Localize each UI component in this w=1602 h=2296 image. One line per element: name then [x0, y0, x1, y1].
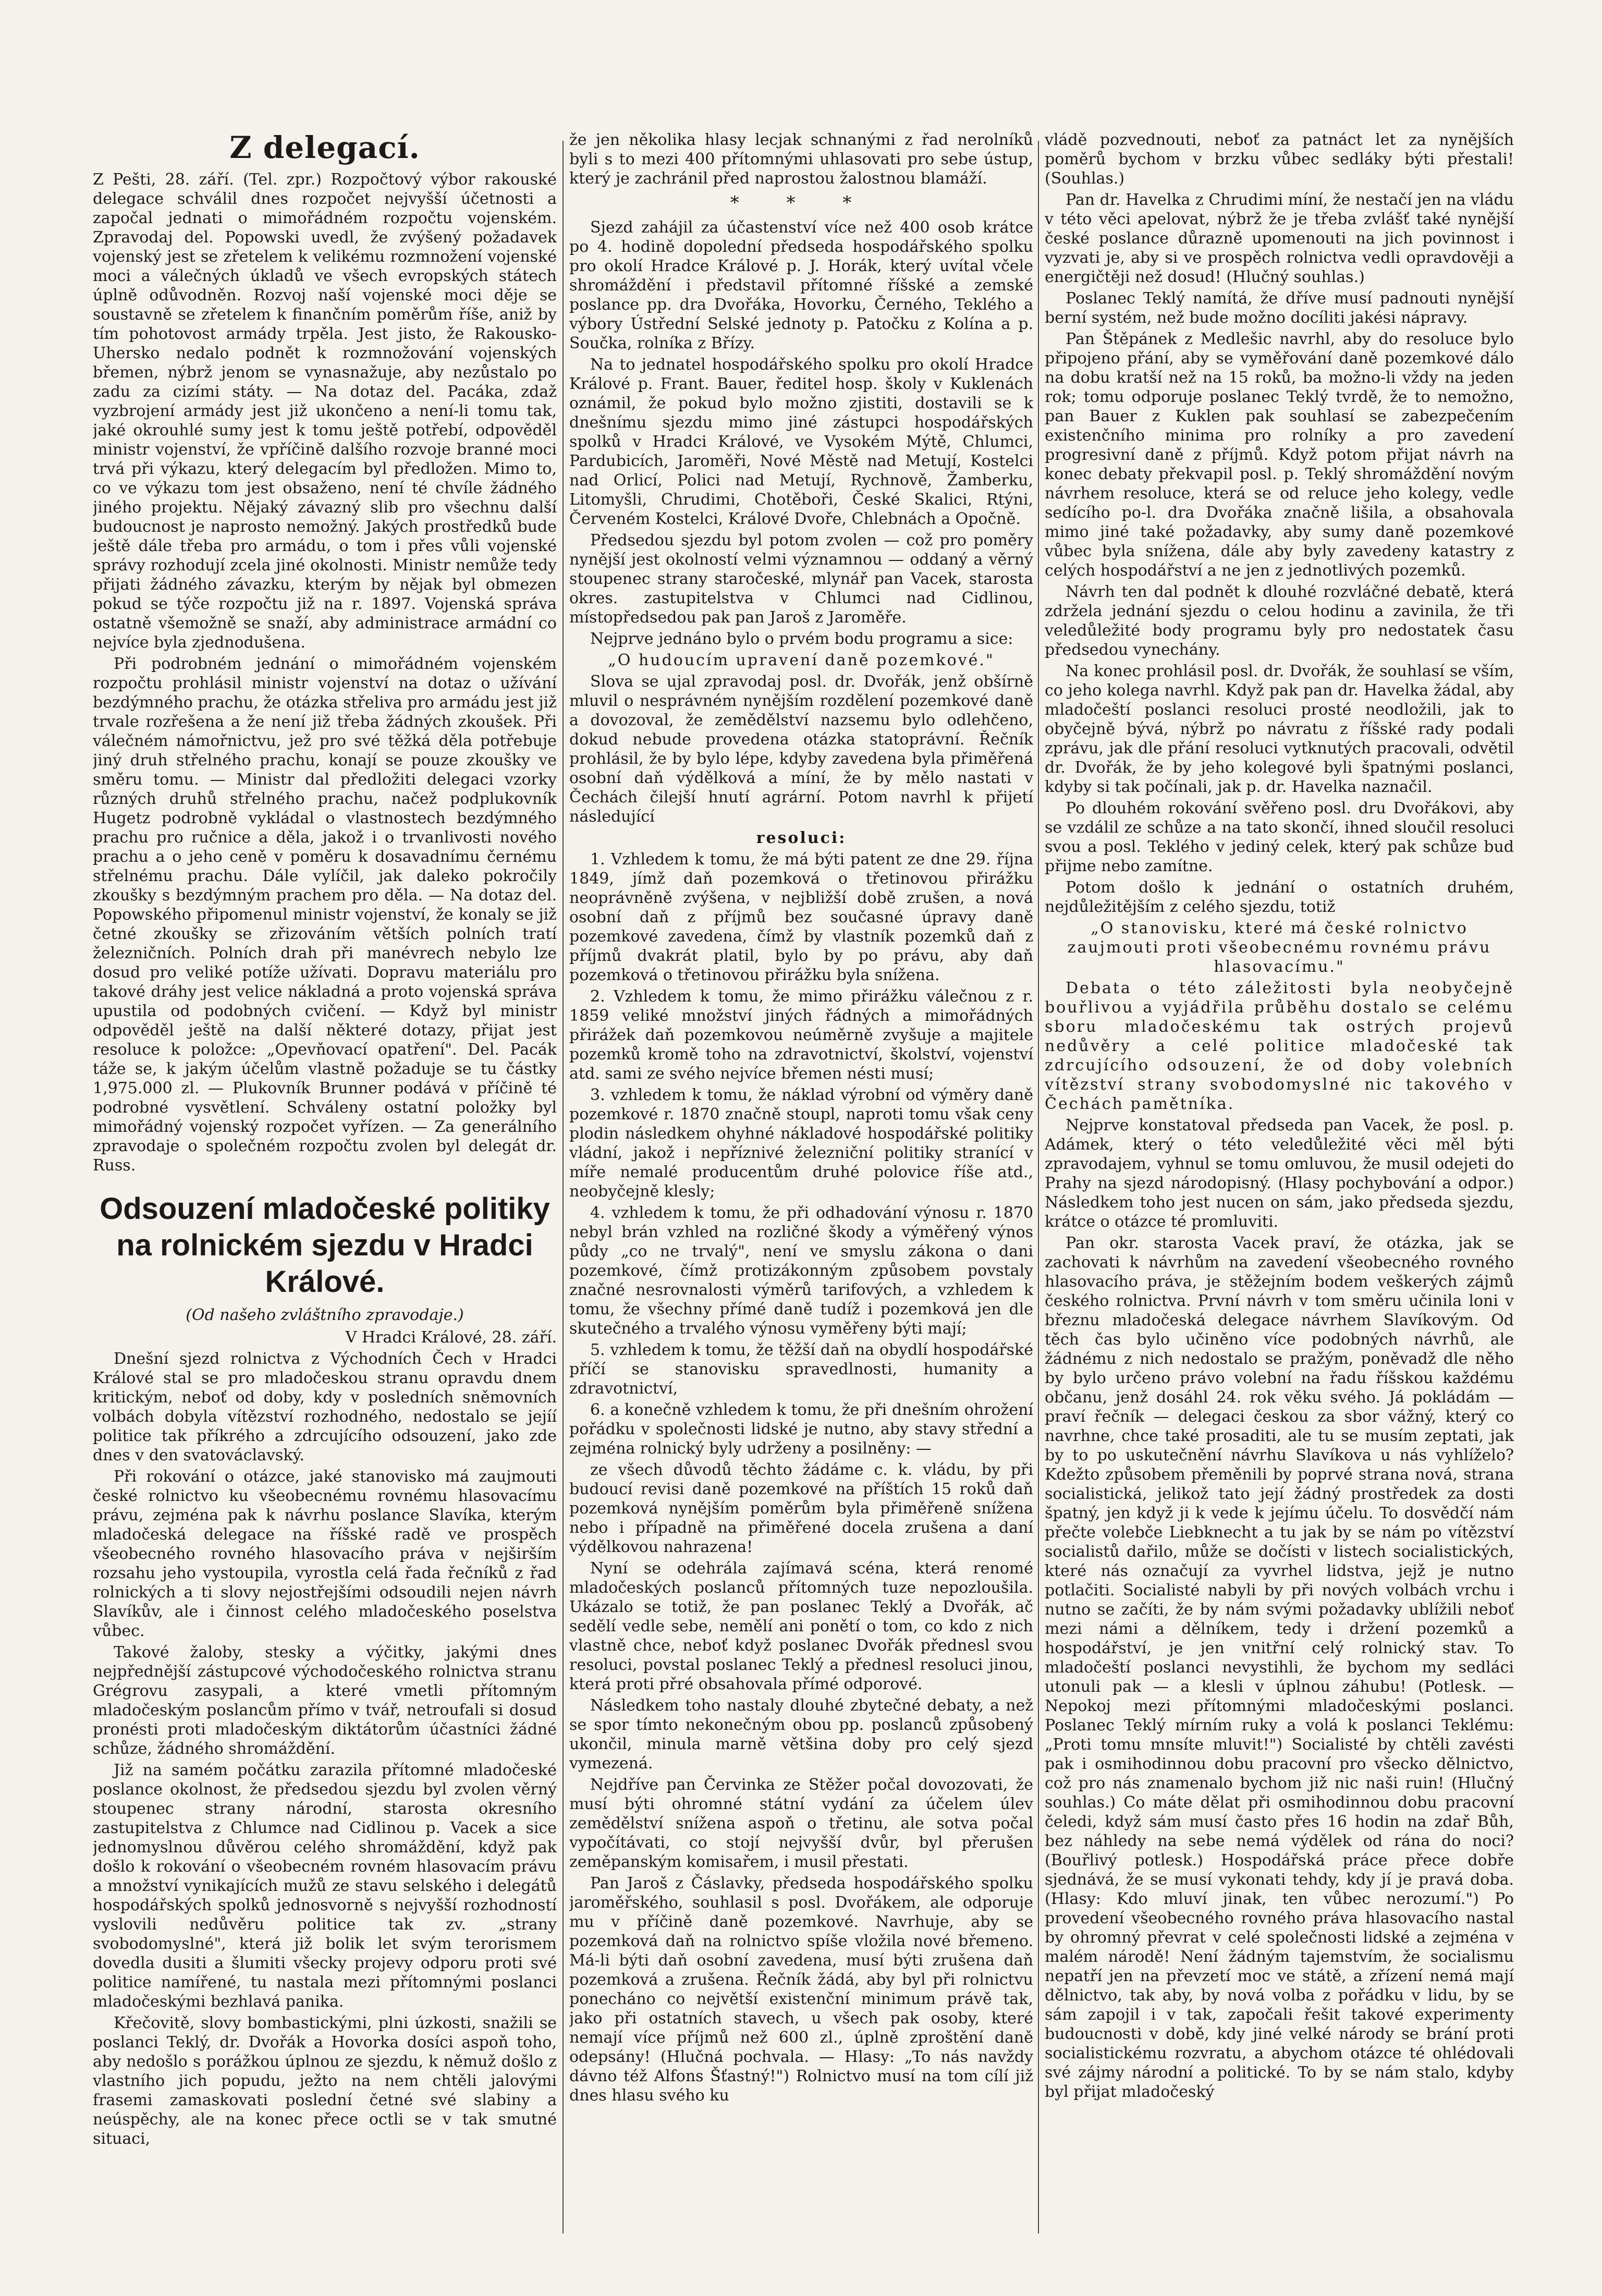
paragraph: Takové žaloby, stesky a výčitky, jakými dnes nejpřednější zástupcové východočeského rolnictva stranu Grégrovu zasypali, a které vmetli přítomným mladočeským poslancům přímo v tvář, netroufali si dosud pronésti proti mladočeským diktátorům účastníci žádné schůze, žádného shromáždění. — [93, 1643, 557, 1758]
paragraph: Pan dr. Havelka z Chrudimi míní, že nestačí jen na vládu v této věci apelovat, nýbrž že je třeba zvlášť také nynější české poslance důrazně upomenouti na jich povinnost i vyzvati je, aby si ve prospěch rolnictva vedli opravdověji a energičtěji než dosud! (Hlučný souhlas.) — [1045, 191, 1514, 286]
paragraph: Potom došlo k jednání o ostatních druhém, nejdůležitějším z celého sjezdu, totiž — [1045, 878, 1514, 916]
column-divider — [1038, 141, 1039, 2233]
paragraph: Pan Štěpánek z Medlešic navrhl, aby do resoluce bylo připojeno přání, aby se vyměřování daně pozemkové dálo na dobu kratší než na 15 roků, ba možno-li vždy na jeden rok; tomu odporuje poslanec Teklý tvrdě, že to nemožno, pan Bauer z Kuklen pak souhlasí se zabezpečením existenčního minima pro rolníky a pro zavedení progresivní daně z příjmů. Když potom přijat návrh na konec debaty překvapil posl. p. Teklý shromáždění novým návrhem resoluce, která se od reluce jeho kolegy, vedle sedícího po-l. dra Dvořáka značně lišila, a obsahovala mimo jiné také požadavky, aby sumy daně pozemkové vůbec byla snížena, dále aby byly zavedeny katastry z celých hospodářství a ne jen z jednotlivých pozemků. — [1045, 330, 1514, 580]
paragraph: vládě pozvednouti, neboť za patnáct let za nynějších poměrů bychom v brzku vůbec sedláky býti přestali! (Souhlas.) — [1045, 131, 1514, 188]
paragraph: Předsedou sjezdu byl potom zvolen — což pro poměry nynější jest okolností velmi významnou — oddaný a věrný stoupenec strany staročeské, mlynář pan Vacek, starosta okres. zastupitelstva v Chlumci nad Cidlinou, místopředsedou pak pan Jaroš z Jaroměře. — [569, 531, 1033, 627]
resolution-item: ze všech důvodů těchto žádáme c. k. vládu, by při budoucí revisi daně pozemkové na příštích 15 roků daň pozemková nynějším poměrům byla přiměřeně snížena nebo i případně na přiměřené docela zrušena a daní výdělkovou nahrazena! — [569, 1461, 1033, 1556]
column-1 — [93, 130, 557, 2223]
paragraph: Nyní se odehrála zajímavá scéna, která renomé mladočeských poslanců přítomných tuze nepozloušila. Ukázalo se totiž, že pan poslanec Teklý a Dvořák, ač sedělí vedle sebe, nemělí ani ponětí o tom, co kdo z nich vlastně chce, neboť když poslanec Dvořák přednesl svou resoluci, povstal poslanec Teklý a přednesl resoluci jinou, která proti přré obsahovala přímé odporové. — [569, 1559, 1033, 1693]
resolution-item: 5. vzhledem k tomu, že těžší daň na obydlí hospodářské příčí se stanovisku spravedlnosti, humanity a zdravotnictví, — [569, 1341, 1033, 1398]
paragraph: Již na samém počátku zarazila přítomné mladočeské poslance okolnost, že předsedou sjezdu byl zvolen věrný stoupenec strany národní, starosta okresního zastupitelstva z Chlumce nad Cidlinou p. Vacek a sice jednomyslnou důvěrou celého shromáždění, když pak došlo k rokování o všeobecném rovném hlasovacím právu a množství vynikajících mužů ze stavu selského i delegátů hospodářských spolků jednosvorně s nejvyšší rozhodností vyslovili nedůvěru politice tak zv. „strany svobodomyslné", která již bolik let svým terorismem dovedla dusiti a šlumiti všecky projevy odporu proti své politice namířené, tu nastala mezi přítomnými poslanci mladočeskými bezhlavá panika. — [93, 1761, 557, 2011]
paragraph: Pan okr. starosta Vacek praví, že otázka, jak se zachovati k návrhům na zavedení všeobecného rovného hlasovacího práva, je stěžejním bodem veškerých zájmů českého rolnictva. První návrh v tom směru učinila loni v březnu mladočeská delegace návrhem Slavíkovým. Od těch čas bylo učiněno více podobných návrhů, ale žádnému z nich nedostalo se pražým, poněvadž dle něho by bylo určeno právo volební na řadu říšskou každému občanu, jenž dosáhl 24. rok věku svého. Já pokládám — praví řečník — delegaci českou za sbor vážný, který co navrhne, chce také prosaditi, ale tu se musím zeptati, jak by to po uskutečnění návrhu Slavíkova u nás vyhlíželo? Kdežto způsobem přeměnili by poprvé strana nová, strana socialistická, jelikož tato její žádný prostředek za dosti špatný, jen když ji k vede k jejímu účelu. To dosvědčí nám přečte volebče Liebknecht a tu jak by se nám po vítězství socialistů dařilo, může se dočísti v listech socialistických, které nás označují za vyvrhel lidstva, jejž je nutno potlačiti. Socialisté nabyli by při nových volbách vrchu i nutno se začíti, že by nám svými požadavky ublížili neboť mezi námi a dělníkem, tedy i držení pozemků a hospodářství, je jen vnitřní celý rolnický stav. To mladočeští poslanci nevystihli, že bychom my sedláci utonuli pak — a klesli v úplnou záhubu! (Potlesk. — Nepokoj mezi přítomnými mladočeskými poslanci. Poslanec Teklý mírním ruky a volá k poslanci Teklému: „Proti tomu mnsíte mluvit!") Socialisté by chtěli zavésti pak i osmihodinnou dobu pracovní pro všecko dělnictvo, což pro nás znamenalo bychom již nic naši ruin! (Hlučný souhlas.) Co máte dělat při osmihodinnou dobu pracovní čeledi, když sám musí často přes 16 hodin na zdař Bůh, bez náhledy na sebe nemá výdělek od rána do noci? (Bouřlivý potlesk.) Hospodářská práce přece dobře sjednává, že se musí vykonati tehdy, kdy jí je pravá doba. (Hlasy: Kdo mluví jinak, ten vůbec nerozumí.") Po provedení všeobecného rovného práva hlasovacího nastal by ohromný převrat v celé společnosti lidské a zejména v malém národě! Není žádným tajemstvím, že socialismu nepatří jen na převzetí moc ve státě, a zřízení nemá mají dělnictvo, tak aby, by nová volba z pořádku v lidu, by se sám zapojil i v tak, započali řešit takové experimenty budoucnosti v době, kdy jiné velké národy se brání proti socialistickému rozvratu, a abychom otázce té ohlédovali své zájmy národní a politické. To by se nám stalo, kdyby byl přijat mladočeský — [1045, 1234, 1514, 2101]
paragraph: Na konec prohlásil posl. dr. Dvořák, že souhlasí se vším, co jeho kolega navrhl. Když pak pan dr. Havelka žádal, aby mladočeští poslanci resoluci prosté neodložili, jak to obyčejně bývá, nýbrž po návratu z říšské rady podali zprávu, jak dle přání resoluci vytknutých pracovali, odvětil dr. Dvořák, že by jeho kolegové byli špatnými poslanci, kdyby si tak počínali, jak p. dr. Havelka naznačil. — [1045, 662, 1514, 796]
resolution-item: 4. vzhledem k tomu, že při odhadování výnosu r. 1870 nebyl brán vzhled na rozličné škody a výměřený výnos půdy „co ne trvalý", není ve smyslu zákona o dani pozemkové, čímž protizákonným způsobem povstaly značné nesrovnalosti výměrů tarifových, a vzhledem k tomu, že všechny přímé daně tudíž i pozemková jen dle skutečného a trvalého výnosu vyměřeny býti mají; — [569, 1204, 1033, 1338]
paragraph: Slova se ujal zpravodaj posl. dr. Dvořák, jenž obšírně mluvil o nesprávném nynějším rozdělení pozemkové daně a dovozoval, že zemědělství nazsemu bylo odlehčeno, dokud nebude provedena otázka statoprávní. Řečník prohlásil, že by bylo lépe, kdyby zavedena byla přiměřená osobní daň výdělková a míní, že by mělo nastati v Čechách čilejší hnutí agrární. Potom navrhl k přijetí následující — [569, 673, 1033, 826]
resolution-item: 1. Vzhledem k tomu, že má býti patent ze dne 29. října 1849, jímž daň pozemková o třetinovou přirážku neoprávněně zvýšena, v nejbližší době zrušen, a nová osobní daň z příjmů bez současné úpravy daně pozemkové zavedena, čímž by vlastník pozemků daň z příjmů dvakrát platil, bylo by po právu, aby daň pozemková o třetinovou přirážku byla snížena. — [569, 850, 1033, 984]
program-point-title: „O stanovisku, které má české rolnictvo zaujmouti proti všeobecnému rovnému právu hlasovacímu." — [1067, 919, 1491, 976]
resolution-item: 3. vzhledem k tomu, že náklad výrobní od výměry daně pozemkové r. 1870 značně stoupl, naproti tomu však ceny plodin následkem ohyhné nákladové hospodářské politiky vládní, jakož i nepříznivé železniční politiky stranící v míře nemalé producentům druhé polovice říše atd., neobyčejně klesly; — [569, 1086, 1033, 1201]
paragraph: Pan Jaroš z Čáslavky, předseda hospodářského spolku jaroměřského, souhlasil s posl. Dvořákem, ale odporuje mu v příčině daně pozemkové. Navrhuje, aby se pozemková daň na rolnictvo spíše vložila nové břemeno. Má-li býti daň osobní zavedena, musí býti zrušena daň pozemková a zrušena. Řečník žádá, aby byl při rolnictvu ponecháno co největší existenční minimum právě tak, jako při ostatních stavech, u všech pak osoby, které nemají více příjmů než 600 zl., úplně zproštění daně odepsány! (Hlučná pochvala. — Hlasy: „To nás navždy dávno též Alfons Šťastný!") Rolnictvo musí na tom cílí již dnes hlasu svého ku — [569, 1874, 1033, 2105]
paragraph: Na to jednatel hospodářského spolku pro okolí Hradce Králové p. Frant. Bauer, ředitel hosp. školy v Kuklenách oznámil, že pokud bylo možno zjistiti, dostavili se k dnešnímu sjezdu mimo jiné zástupci hospodářských spolků v Hradci Králové, ve Vysokém Mýtě, Chlumci, Pardubicích, Jaroměři, Nové Městě nad Metují, Kostelci nad Orlicí, Polici nad Metují, Rychnově, Žamberku, Litomyšli, Chrudimi, Chotěboři, České Skalici, Rtýni, Červeném Kostelci, Králové Dvoře, Chlebnách a Opočně. — [569, 356, 1033, 528]
paragraph: Poslanec Teklý namítá, že dříve musí padnouti nynější berní systém, než bude možno docíliti jakési nápravy. — [1045, 289, 1514, 327]
paragraph: Po dlouhém rokování svěřeno posl. dru Dvořákovi, aby se vzdálil ze schůze a na tato skončí, ihned sloučil resoluci svou a posl. Teklého v jediný celek, který pak schůze bud přijme nebo zamítne. — [1045, 799, 1514, 875]
paragraph: Následkem toho nastaly dlouhé zbytečné debaty, a než se spor tímto nekonečným obou pp. poslanců způsobený ukončil, minula marně většina doby pro celý sjezd vymezená. — [569, 1696, 1033, 1773]
resolution-item: 2. Vzhledem k tomu, že mimo přirážku válečnou z r. 1859 veliké množství jiných řádných a mimořádných přirážek daň pozemkovou neúměrně zvyšuje a majitele pozemků kromě toho na zdravotnictví, školství, vojenství atd. sami ze svého nejvíce břemen nésti musí; — [569, 987, 1033, 1083]
paragraph: Nejprve jednáno bylo o prvém bodu programu a sice: — [590, 630, 1013, 648]
paragraph: že jen několika hlasy lecjak schnanými z řad nerolníků byli s to mezi 400 přítomnými uhlasovati pro sebe ústup, který je zachránil před naprostou žalostnou blamáží. — [569, 131, 1033, 188]
article-title-delegaci: Z delegací. — [229, 130, 420, 165]
dateline: V Hradci Králové, 28. září. — [345, 1328, 557, 1347]
paragraph: Při podrobném jednání o mimořádném vojenském rozpočtu prohlásil ministr vojenství na dotaz o užívání bezdýmného prachu, že otázka střeliva pro armádu jest již trvale rozřešena a že není již třeba žádných zkoušek. Při válečném námořnictvu, jež pro své těžká děla potřebuje jiný druh střelného prachu, konají se pouze zkoušky ve směru tomu. — Ministr dal předložiti delegaci vzorky různých druhů střelného prachu, načež podplukovník Hugetz podrobně vykládal o vlastnostech bezdýmného prachu pro ručnice a děla, jakož i o trvanlivosti nového prachu a o jeho ceně v poměru k dosavadnímu černému střelnému prachu. Dále vylíčil, jak daleko pokročily zkoušky s bezdýmným prachem pro děla. — Na dotaz del. Popowského připomenul ministr vojenství, že konaly se již četné zkoušky se zřizováním větších polních tratí železničních. Polních drah při manévrech nebylo lze dosud pro veliké potíže užívati. Dopravu materiálu pro takové dráhy jest velice nákladná a proto vojenská správa upustila od podobných cvičení. — Když byl ministr odpověděl ještě na další některé dotazy, přijat jest resoluce k položce: „Opevňovací opatření". Del. Pacák táže se, k jakým účelům vlastně požaduje se tu částky 1,975.000 zl. — Plukovník Brunner podává v příčině té podrobné vysvětlení. Schváleny ostatní položky byl mimořádný vojenský rozpočet vyřízen. — Za generálního zpravodaje o společném rozpočtu zvolen byl delegát dr. Russ. — [93, 655, 557, 1175]
paragraph: Návrh ten dal podnět k dlouhé rozvláčné debatě, která zdržela jednání sjezdu o celou hodinu a zavinila, že tři veledůležité body programu byly pro nedostatek času předsedou vynechány. — [1045, 583, 1514, 659]
paragraph: Křečovitě, slovy bombastickými, plni úzkosti, snažili se poslanci Teklý, dr. Dvořák a Hovorka dosíci aspoň toho, aby nedošlo s porážkou úplnou ze sjezdu, k němuž došlo z vlastního jich popudu, ježto na nem chtěli jalovými frasemi zamaskovati poslední četné své slabiny a neúspěchy, ale na konec přece octli se v tak smutné situaci, — [93, 2014, 557, 2148]
paragraph: Debata o této záležitosti byla neobyčejně bouřlivou a vyjádřila průběhu dostalo se celému sboru mladočeskému tak ostrých projevů nedůvěry a celé politice mladočeské tak zdrcujícího odsouzení, že od doby volebních vítězství strany svobodomyslné nic takového v Čechách pamětníka. — [1045, 979, 1514, 1113]
article-subtitle: (Od našeho zvláštního zpravodaje.) — [186, 1306, 464, 1324]
paragraph: Nejprve konstatoval předseda pan Vacek, že posl. p. Adámek, který o této veledůležité věci měl býti zpravodajem, vyhnul se tomu omluvou, že musil odejeti do Prahy na sjezd národopisný. (Hlasy pochybování a odpor.) Následkem toho jest nucen on sám, jako předseda sjezdu, krátce o otázce té promluviti. — [1045, 1116, 1514, 1231]
column-3 — [1045, 130, 1514, 2223]
column-divider — [562, 141, 564, 2233]
resolution-heading: resoluci: — [756, 829, 847, 847]
column-2 — [569, 130, 1033, 2223]
paragraph: Nejdříve pan Červinka ze Stěžer počal dovozovati, že musí býti ohromné státní vydání za účelem úlev zemědělství snížena aspoň o třetinu, ale sotva počal vypočítávati, co stojí nejvyšší dvůr, byl přerušen zeměpanským komisařem, i musil přestati. — [569, 1776, 1033, 1871]
resolution-item: 6. a konečně vzhledem k tomu, že při dnešním ohrožení pořádku v společnosti lidské je nutno, aby stavy střední a zejména rolnický byly udrženy a posilněny: — — [569, 1401, 1033, 1458]
paragraph: Z Pešti, 28. září. (Tel. zpr.) Rozpočtový výbor rakouské delegace schválil dnes rozpočet nejvyšší účetnosti a započal jednati o mimořádném rozpočtu vojenském. Zpravodaj del. Popowski uvedl, že zvýšený požadavek vojenský jest se zřetelem k velikému rozmnožení vojenské moci a válečných úkladů ve všech evropských státech úplně odůvodněn. Rozvoj naší vojenské moci děje se soustavně se zřetelem k finančním poměrům říše, aniž by tím pohotovost armády trpěla. Jest jisto, že Rakousko-Uhersko nedalo podnět k rozmnožování vojenských břemen, nýbrž jenom se vynasnažuje, aby nezůstalo po zadu za cizími státy. — Na dotaz del. Pacáka, zdaž vyzbrojení armády jest již ukončeno a není-li tomu tak, jaké okrouhlé sumy jest k tomu ještě potřebí, odpověděl ministr vojenství, že vpříčině dalšího rozvoje branné moci trvá při výkazu, který delegacím byl předložen. Mimo to, co ve výkazu tom jest obsaženo, není té chvíle žádného jiného projektu. Nějaký závazný slib pro všechnu další budoucnost je naprosto nemožný. Jakých prostředků bude ještě dále třeba pro armádu, o tom i přes vůli vojenské správy rozhodují zcela jiné okolnosti. Ministr nemůže tedy přijati žádného závazku, kterým by nějak byl obmezen pokud se týče rozpočtu již na r. 1897. Vojenská správa ostatně všemožně se snaží, aby administrace armádní co nejvíce byla zjednodušena. — [93, 170, 557, 652]
section-separator: * * * — [730, 192, 873, 213]
article-title-odsouzeni: Odsouzení mladočeské politiky na rolnickém sjezdu v Hradci Králové. — [100, 1192, 550, 1299]
paragraph: Dnešní sjezd rolnictva z Východních Čech v Hradci Králové stal se pro mladočeskou stranu opravdu dnem kritickým, neboť od doby, kdy v posledních sněmovních volbách dobyla vítězství rozhodného, nedostalo se jejíí politice tak příkrého a zdrcujícího odsouzení, jako zde dnes v den svatováclavský. — [93, 1350, 557, 1464]
paragraph: Sjezd zahájil za účastenství více než 400 osob krátce po 4. hodině dopolední předseda hospodářského spolku pro okolí Hradce Králové p. J. Horák, který uvítal včele shromáždění i představil přítomné říšské a zemské poslance pp. dra Dvořáka, Hovorku, Černého, Teklého a výbory Ústřední Selské jednoty p. Patočku z Kolína a p. Součka, rolníka z Břízy. — [569, 218, 1033, 352]
program-point-title: „O hudoucím upravení daně pozemkové." — [608, 651, 995, 669]
paragraph: Při rokování o otázce, jaké stanovisko má zaujmouti české rolnictvo ku všeobecnému rovnému hlasovacímu právu, zejména pak k návrhu poslance Slavíka, kterým mladočeská delegace na říšské radě ve prospěch všeobecného rovného hlasovacího práva v nejširším rozsahu jeho vystoupila, vyrostla celá řada řečníků z řad rolnických a ti slovy nejostřejšími odsoudili nejen návrh Slavíkův, ale i činnost celého mladočeského poselstva vůbec. — [93, 1468, 557, 1640]
